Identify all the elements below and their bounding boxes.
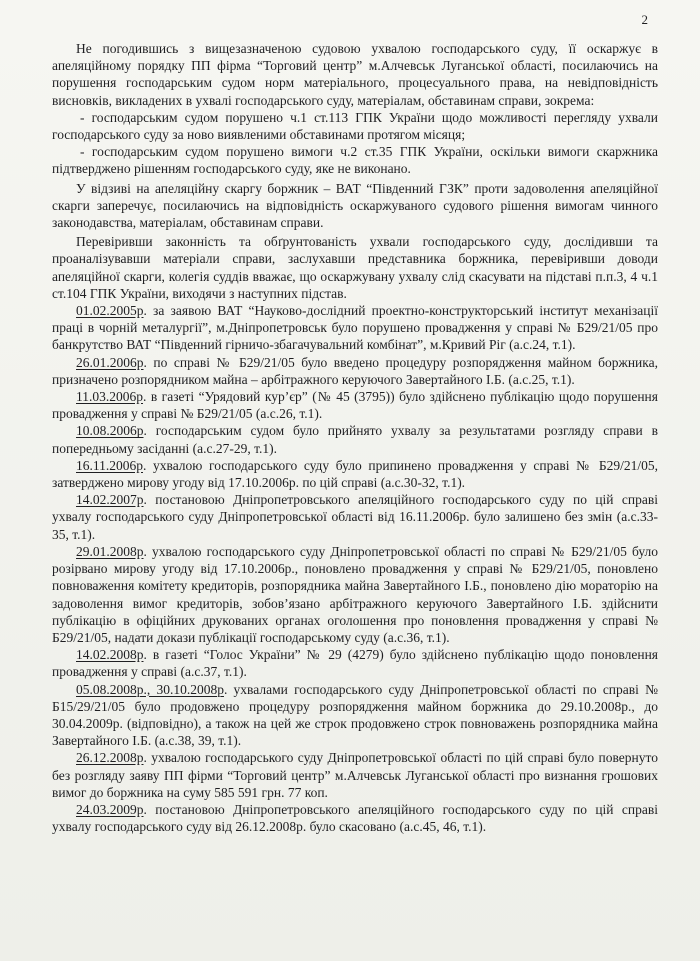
dated-paragraph [52, 749, 658, 801]
paragraph-date: 26.01.2006р [76, 354, 144, 370]
paragraph-text: . ухвалами господарського суду Дніпропетровської області по справі № Б15/29/21/05 було продовжено процедуру розпорядження майном боржника до 29.10.2008р., до 30.04.2009р. (відповідно), а також на цей же строк продовжено строк повноважень розпорядника майна Завертайного І.Б. (а.с.38, 39, т.1). [52, 681, 658, 749]
paragraph-date: 14.02.2008р [76, 647, 144, 663]
paragraph-text: . в газеті “Голос України” № 29 (4279) було здійснено публікацію щодо поновлення провадження у справі (а.с.37, т.1). [52, 647, 658, 680]
paragraph [52, 180, 658, 232]
paragraph-date: 26.12.2008р [76, 750, 144, 766]
paragraph-text: . ухвалою господарського суду Дніпропетровської області по справі № Б29/21/05 було розірвано мирову угоду від 17.10.2006р., поновлено провадження у справі № Б29/21/05, поновлено повноваження комітету кредиторів, розпорядника майна Завертайного І.Б., поновлено дію мораторію на задоволення вимог кредиторів, зобов’язано арбітражного керуючого Завертайного І.Б. здійснити публікацію в офіційних друкованих органах оголошення про поновлення провадження у справі № Б29/21/05, надати докази публікації господарському суду (а.с.36, т.1). [52, 543, 658, 645]
dated-paragraph [52, 302, 658, 354]
paragraph-date: 10.08.2006р [76, 423, 144, 439]
dated-paragraph [52, 681, 658, 750]
paragraph-text: . ухвалою господарського суду було припинено провадження у справі № Б29/21/05, затверджено мирову угоду від 17.10.2006р. по цій справі (а.с.30-32, т.1). [52, 457, 658, 491]
paragraph-text: Не погодившись з вищезазначеною судовою ухвалою господарського суду, її оскаржує в апеляційному порядку ПП фірма “Торговий центр” м.Алчевськ Луганської області, посилаючись на порушення господарським судом норм матеріального, процесуального права, на невідповідність висновків, викладених в ухвалі господарського суду, матеріалам, обставинам справи, зокрема: [52, 41, 658, 108]
dated-paragraph [52, 354, 658, 388]
paragraph-text: У відзиві на апеляційну скаргу боржник – ВАТ “Південний ГЗК” проти задоволення апеляційної скарги заперечує, посилаючись на відповідність оскаржуваного судового рішення вимогам чинного законодавства, матеріалам, обставинам справи. [52, 180, 658, 231]
dated-paragraph [52, 422, 658, 456]
paragraph-date: 05.08.2008р., 30.10.2008р [76, 681, 224, 697]
dated-paragraph [52, 491, 658, 543]
paragraph-text: . ухвалою господарського суду Дніпропетровської області по цій справі було повернуто без розгляду заяву ПП фірми “Торговий центр” м.Алчевськ Луганської області про визнання грошових вимог до боржника на суму 585 591 грн. 77 коп. [52, 750, 658, 800]
paragraph-text: . в газеті “Урядовий кур’єр” (№ 45 (3795)) було здійснено публікацію щодо порушення провадження у справі № Б29/21/05 (а.с.26, т.1). [52, 389, 658, 422]
paragraph-text: - господарським судом порушено ч.1 ст.113 ГПК України щодо можливості перегляду ухвали господарського суду за ново виявленими обставинами протягом місяця; [52, 109, 658, 143]
paragraph-date: 16.11.2006р [76, 457, 143, 473]
paragraph-text: . по справі № Б29/21/05 було введено процедуру розпорядження майном боржника, призначено розпорядником майна – арбітражного керуючого Завертайного І.Б. (а.с.25, т.1). [52, 354, 658, 387]
dated-paragraph [52, 801, 658, 835]
dated-paragraph [52, 457, 658, 491]
paragraph [52, 40, 658, 109]
paragraph-text: . постановою Дніпропетровського апеляційного господарського суду по цій справі ухвалу господарського суду Дніпропетровської області від 16.11.2006р. було залишено без змін (а.с.33-35, т.1). [52, 492, 658, 542]
page-number: 2 [641, 12, 648, 27]
dated-paragraph [52, 388, 658, 422]
paragraph-text: - господарським судом порушено вимоги ч.2 ст.35 ГПК України, оскільки вимоги скаржника підтверджено рішенням господарського суду, яке не виконано. [52, 144, 658, 177]
paragraph-text: . господарським судом було прийнято ухвалу за результатами розгляду справи в попередньому засіданні (а.с.27-29, т.1). [52, 423, 658, 456]
dated-paragraph [52, 543, 658, 646]
paragraph [52, 233, 658, 302]
dated-paragraph [52, 646, 658, 680]
paragraph-text: . за заявою ВАТ “Науково-дослідний проектно-конструкторський інститут механізації праці в чорній металургії”, м.Дніпропетровськ було порушено провадження у справі № Б29/21/05 про банкрутство ВАТ “Південний гірничо-збагачувальний комбінат”, м.Кривий Ріг (а.с.24, т.1). [52, 303, 658, 353]
paragraph-text: . постановою Дніпропетровського апеляційного господарського суду по цій справі ухвалу господарського суду від 26.12.2008р. було скасовано (а.с.45, 46, т.1). [52, 801, 658, 835]
paragraph-date: 11.03.2006р [76, 389, 143, 405]
list-item [52, 143, 658, 177]
document-body [52, 40, 658, 835]
paragraph-date: 24.03.2009р [76, 801, 144, 817]
list-item [52, 109, 658, 143]
paragraph-date: 29.01.2008р [76, 543, 144, 559]
paragraph-date: 14.02.2007р [76, 492, 144, 508]
paragraph-date: 01.02.2005р [76, 303, 144, 319]
paragraph-text: Перевіривши законність та обґрунтованість ухвали господарського суду, дослідивши та проаналізувавши матеріали справи, заслухавши представника боржника, перевіривши доводи апеляційної скарги, колегія суддів вважає, що оскаржувану ухвалу слід скасувати на підставі п.п.3, 4 ч.1 ст.104 ГПК України, виходячи з наступних підстав. [52, 234, 658, 301]
